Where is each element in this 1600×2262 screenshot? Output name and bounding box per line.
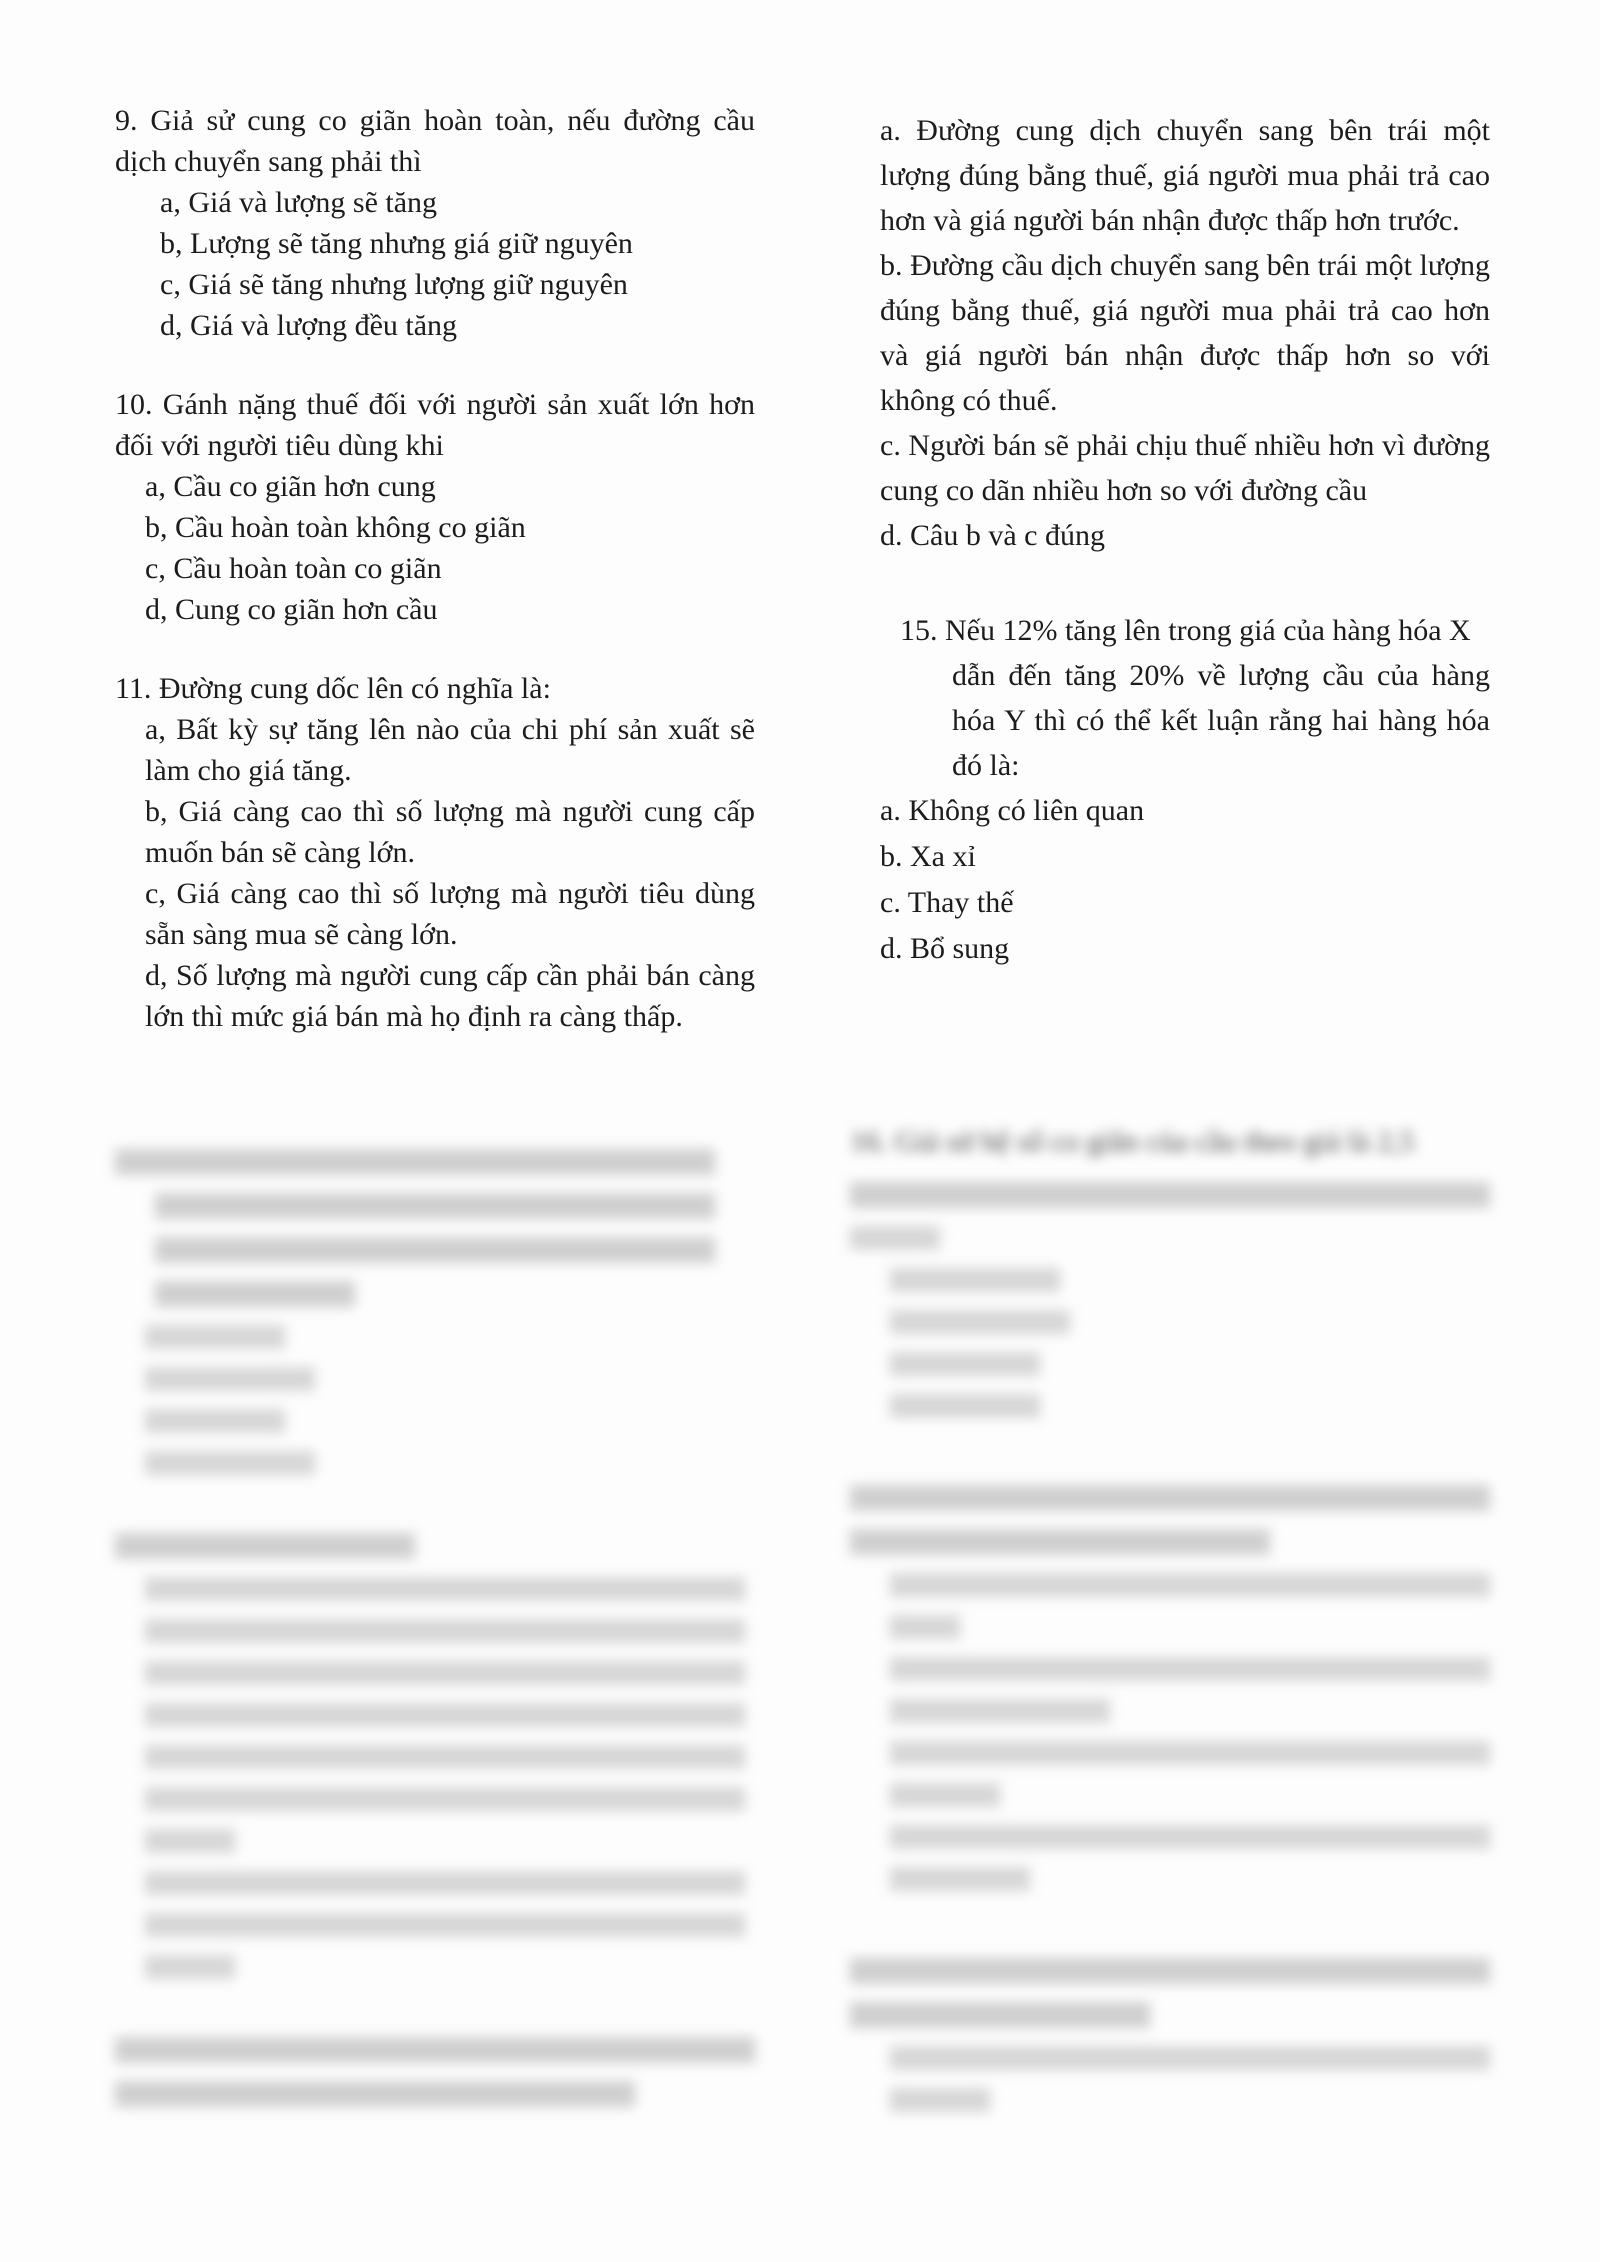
question-11-stem: 11. Đường cung dốc lên có nghĩa là: <box>115 672 551 705</box>
question-14-option-a: a. Đường cung dịch chuyển sang bên trái một lượng đúng bằng thuế, giá người mua phải trả cao hơn và giá người bán nhận được thấp hơn trước. <box>880 114 1490 237</box>
question-9-option-c: c, Giá sẽ tăng nhưng lượng giữ nguyên <box>160 268 628 301</box>
question-16-stem-visible: 16. Giả sử hệ số co giãn của cầu theo giá là 2,5 <box>850 1125 1415 1158</box>
question-11-option-c: c, Giá càng cao thì số lượng mà người tiêu dùng sẵn sàng mua sẽ càng lớn. <box>145 877 755 951</box>
question-15-stem-rest: dẫn đến tăng 20% về lượng cầu của hàng hóa Y thì có thể kết luận rằng hai hàng hóa đó là: <box>952 659 1490 782</box>
question-10-option-c: c, Cầu hoàn toàn co giãn <box>145 552 442 585</box>
question-14-option-d: d. Câu b và c đúng <box>880 519 1105 552</box>
question-11 <box>115 668 755 1037</box>
question-14-option-b: b. Đường cầu dịch chuyển sang bên trái một lượng đúng bằng thuế, giá người mua phải trả cao hơn và giá người bán nhận được thấp hơn so với không có thuế. <box>880 249 1490 417</box>
left-column <box>115 100 755 1037</box>
question-14-options <box>880 108 1490 558</box>
question-9-stem: 9. Giả sử cung co giãn hoàn toàn, nếu đường cầu dịch chuyển sang phải thì <box>115 104 755 178</box>
question-15-option-b: b. Xa xỉ <box>880 840 976 873</box>
right-column <box>880 108 1490 972</box>
question-9-option-b: b, Lượng sẽ tăng nhưng giá giữ nguyên <box>160 227 633 260</box>
question-9-option-d: d, Giá và lượng đều tăng <box>160 309 458 342</box>
question-10-option-d: d, Cung co giãn hơn cầu <box>145 593 438 626</box>
question-10-option-b: b, Cầu hoàn toàn không co giãn <box>145 511 526 544</box>
question-10-stem: 10. Gánh nặng thuế đối với người sản xuất lớn hơn đối với người tiêu dùng khi <box>115 388 755 462</box>
question-15-option-a: a. Không có liên quan <box>880 794 1145 827</box>
question-10-option-a: a, Cầu co giãn hơn cung <box>145 470 436 503</box>
blurred-left-column <box>115 1140 755 2116</box>
question-10 <box>115 384 755 630</box>
question-14-option-c: c. Người bán sẽ phải chịu thuế nhiều hơn vì đường cung co dãn nhiều hơn so với đường cầu <box>880 429 1490 507</box>
question-15-number: 15. <box>900 614 938 647</box>
question-15-option-c: c. Thay thế <box>880 886 1014 919</box>
question-15-option-d: d. Bổ sung <box>880 932 1010 965</box>
question-15-stem <box>880 608 1490 788</box>
question-15 <box>880 608 1490 972</box>
question-11-option-d: d, Số lượng mà người cung cấp cần phải bán càng lớn thì mức giá bán mà họ định ra càng thấp. <box>145 959 755 1033</box>
question-9 <box>115 100 755 346</box>
question-11-option-b: b, Giá càng cao thì số lượng mà người cung cấp muốn bán sẽ càng lớn. <box>145 795 755 869</box>
blurred-right-column <box>850 1120 1490 2121</box>
page-number-blurred <box>790 2190 797 2220</box>
question-15-stem-first: Nếu 12% tăng lên trong giá của hàng hóa X <box>945 614 1471 647</box>
question-11-option-a: a, Bất kỳ sự tăng lên nào của chi phí sản xuất sẽ làm cho giá tăng. <box>145 713 755 787</box>
blurred-content <box>0 1120 1600 2262</box>
question-9-option-a: a, Giá và lượng sẽ tăng <box>160 186 438 219</box>
